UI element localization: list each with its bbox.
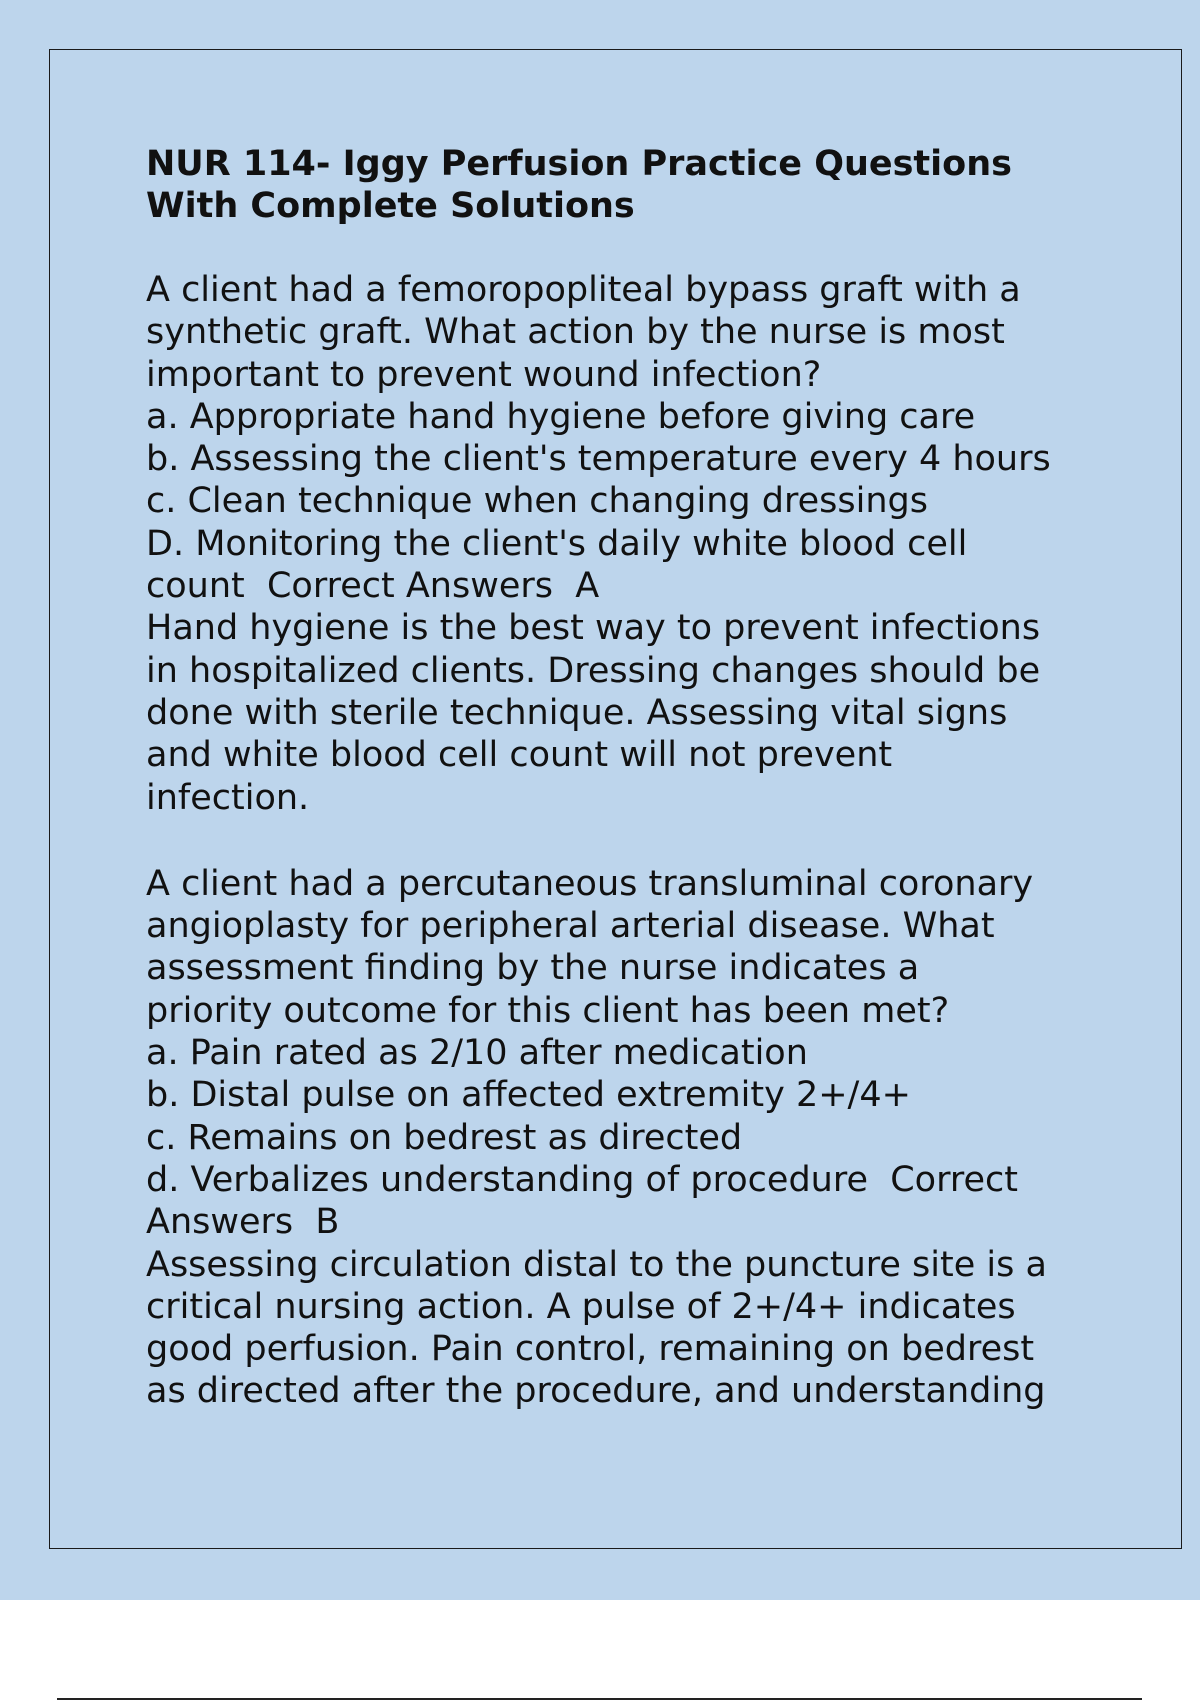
question-2-line: A client had a percutaneous transluminal coronary [146,863,1034,904]
question-1-option-c: c. Clean technique when changing dressings [146,481,928,522]
question-1-correct-answer: count Correct Answers A [146,566,600,607]
document-content [146,143,1146,1413]
question-1-option-d: D. Monitoring the client's daily white blood cell [146,523,968,564]
question-1-rationale: in hospitalized clients. Dressing changes should be [146,650,1041,691]
question-2-correct-answer: Answers B [146,1202,340,1243]
question-2-option-b: b. Distal pulse on affected extremity 2+/4+ [146,1075,911,1116]
question-1-option-a: a. Appropriate hand hygiene before giving care [146,396,976,437]
question-1-line: synthetic graft. What action by the nurse is most [146,312,1005,353]
question-2-option-d: d. Verbalizes understanding of procedure Correct [146,1159,1018,1200]
question-2-option-a: a. Pain rated as 2/10 after medication [146,1033,808,1074]
question-spacer [146,819,1146,863]
question-2 [146,863,1146,1413]
question-2-rationale: as directed after the procedure, and understanding [146,1371,1046,1412]
question-2-option-c: c. Remains on bedrest as directed [146,1117,743,1158]
question-1-line: important to prevent wound infection? [146,354,822,395]
question-2-line: angioplasty for peripheral arterial disease. What [146,906,995,947]
question-1 [146,269,1146,819]
question-2-line: assessment finding by the nurse indicates a [146,948,920,989]
question-2-rationale: good perfusion. Pain control, remaining on bedrest [146,1329,1035,1370]
document-title: NUR 114- Iggy Perfusion Practice Questions With Complete Solutions [146,144,1012,226]
question-1-option-b: b. Assessing the client's temperature every 4 hours [146,439,1051,480]
question-1-line: A client had a femoropopliteal bypass graft with a [146,270,1021,310]
question-2-rationale: critical nursing action. A pulse of 2+/4+ indicates [146,1286,1016,1327]
question-1-rationale: infection. [146,777,310,818]
question-2-line: priority outcome for this client has been met? [146,990,950,1031]
question-1-rationale: and white blood cell count will not prevent [146,735,893,776]
question-1-rationale: done with sterile technique. Assessing vital signs [146,692,1008,733]
question-2-rationale: Assessing circulation distal to the puncture site is a [146,1244,1047,1285]
question-1-rationale: Hand hygiene is the best way to prevent infections [146,608,1041,649]
